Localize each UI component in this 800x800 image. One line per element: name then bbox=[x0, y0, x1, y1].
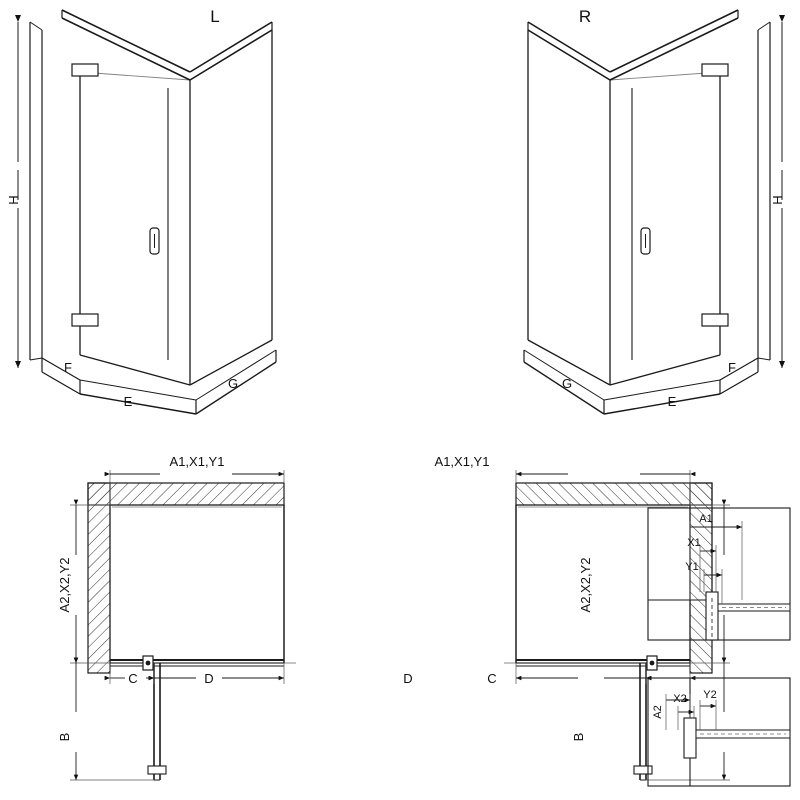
iso-left-height-label: H bbox=[6, 195, 21, 205]
iso-left-front-label: E bbox=[123, 394, 133, 409]
detail-bottom-label-y2: Y2 bbox=[703, 689, 717, 701]
plan-left-swing-label: B bbox=[57, 732, 72, 742]
iso-right-depth-label: F bbox=[728, 360, 736, 375]
plan-right-top-dim-label: A1,X1,Y1 bbox=[434, 454, 490, 469]
detail-view-bottom bbox=[648, 678, 790, 786]
plan-right-segment-c-label: C bbox=[487, 671, 497, 686]
iso-left-handing-label: L bbox=[210, 7, 220, 26]
iso-view-left bbox=[18, 10, 276, 414]
detail-view-top bbox=[648, 508, 790, 640]
plan-left-segment-c-label: C bbox=[128, 671, 138, 686]
iso-right-side-label: G bbox=[561, 376, 573, 391]
iso-left-side-label: G bbox=[227, 376, 239, 391]
plan-right-swing-label: B bbox=[571, 732, 586, 742]
detail-bottom-label-x2: X2 bbox=[673, 693, 687, 705]
plan-right-segment-d-label: D bbox=[403, 671, 413, 686]
plan-left-side-dim-label: A2,X2,Y2 bbox=[57, 557, 72, 613]
plan-right-side-dim-label: A2,X2,Y2 bbox=[578, 557, 593, 613]
plan-left-top-dim-label: A1,X1,Y1 bbox=[169, 454, 225, 469]
iso-right-height-label: H bbox=[770, 195, 785, 205]
detail-bottom-label-a2: A2 bbox=[652, 705, 664, 719]
detail-top-label-a1: A1 bbox=[699, 513, 713, 525]
iso-view-right bbox=[524, 10, 782, 414]
detail-top-label-x1: X1 bbox=[687, 537, 701, 549]
iso-right-front-label: E bbox=[667, 394, 677, 409]
plan-view-left bbox=[70, 470, 296, 780]
iso-left-depth-label: F bbox=[64, 360, 72, 375]
iso-right-handing-label: R bbox=[578, 7, 592, 26]
detail-top-label-y1: Y1 bbox=[685, 561, 699, 573]
plan-left-segment-d-label: D bbox=[204, 671, 214, 686]
